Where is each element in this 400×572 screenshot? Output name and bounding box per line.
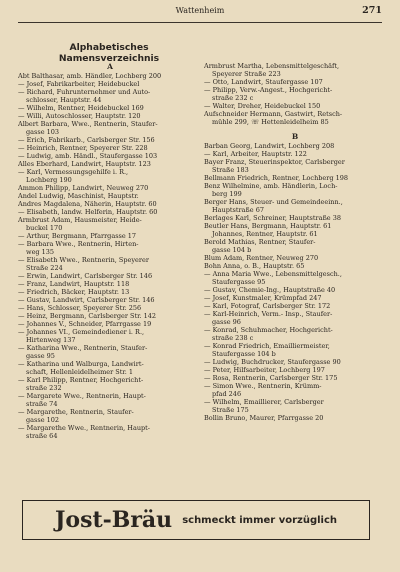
entry-continuation: berg 199 (212, 190, 242, 198)
directory-entry: Bollin Bruno, Maurer, Pfarrgasse 20 (204, 414, 324, 422)
directory-entry: — Willi, Autoschlosser, Hauptstr. 120 (18, 112, 141, 120)
directory-entry: — Konrad, Schuhmacher, Hochgericht- (204, 326, 333, 334)
directory-entry: Abt Balthasar, amb. Händler, Lochberg 200 (18, 72, 162, 80)
directory-entry: Ammon Philipp, Landwirt, Neuweg 270 (18, 184, 149, 192)
page-header (18, 6, 382, 20)
entry-continuation: Staufergasse 95 (212, 278, 266, 286)
ad-brand: Jost-Bräu (54, 507, 173, 533)
entry-continuation: Lochberg 190 (26, 176, 72, 184)
directory-entry: — Karl, Vermessungsgehilfe i. R., (18, 168, 129, 176)
page-number: 271 (362, 5, 382, 16)
entry-continuation: Hauptstraße 67 (212, 206, 264, 214)
directory-entry: Berlages Karl, Schreiner, Hauptstraße 38 (204, 214, 341, 222)
entry-continuation: schaft, Hellenleidelheimer Str. 1 (26, 368, 134, 376)
directory-entry: — Erich, Fabrikarb., Carlsberger Str. 156 (18, 136, 155, 144)
header-rule (18, 22, 382, 23)
directory-entry: — Johannes V., Schneider, Pfarrgasse 19 (18, 320, 152, 328)
entry-continuation: buckel 170 (26, 224, 63, 232)
section-title: Alphabetisches Namensverzeichnis (58, 42, 160, 64)
directory-entry: — Katharina und Walburga, Landwirt- (18, 360, 144, 368)
directory-entry: — Karl-Heinrich, Verm.- Insp., Staufer- (204, 310, 333, 318)
entry-continuation: Speyerer Straße 223 (212, 70, 281, 78)
ad-slogan: schmeckt immer vorzüglich (182, 514, 338, 526)
directory-entry: — Franz, Landwirt, Hauptstr. 118 (18, 280, 130, 288)
directory-entry: Bellmann Friedrich, Rentner, Lochberg 198 (204, 174, 349, 182)
directory-entry: Berger Hans, Steuer- und Gemeindeeinn., (204, 198, 343, 206)
directory-entry: — Gustav, Landwirt, Carlsberger Str. 146 (18, 296, 155, 304)
directory-entry: — Elisabeth Wwe., Rentnerin, Speyerer (18, 256, 149, 264)
directory-entry: Armbrust Martha, Lebensmittelgeschäft, (204, 62, 340, 70)
entry-continuation: mühle 299, ☏ Hettenleidelheim 85 (212, 118, 329, 126)
entry-continuation: straße 64 (26, 432, 58, 440)
entry-continuation: straße 232 c (212, 94, 254, 102)
section-letter: B (291, 132, 299, 141)
entry-continuation: straße 74 (26, 400, 58, 408)
directory-entry: — Otto, Landwirt, Staufergasse 107 (204, 78, 323, 86)
directory-entry: Andel Ludwig, Maschinist, Hauptstr. (18, 192, 139, 200)
directory-entry: — Richard, Fuhrunternehmer und Auto- (18, 88, 151, 96)
directory-entry: — Konrad Friedrich, Emailliermeister, (204, 342, 330, 350)
directory-entry: — Wilhelm, Emaillierer, Carlsberger (204, 398, 324, 406)
directory-entry: — Johannes VI., Gemeindediener i. R., (18, 328, 145, 336)
directory-entry: — Walter, Dreher, Heidebuckel 150 (204, 102, 321, 110)
directory-entry: Armbrust Adam, Hausmeister, Heide- (18, 216, 142, 224)
entry-continuation: straße 238 c (212, 334, 254, 342)
directory-entry: — Arthur, Bergmann, Pfarrgasse 17 (18, 232, 137, 240)
entry-continuation: straße 232 (26, 384, 62, 392)
entry-continuation: pfad 246 (212, 390, 242, 398)
directory-entry: Bohn Anna, o. B., Hauptstr. 65 (204, 262, 305, 270)
directory-entry: Aufschneider Hermann, Gastwirt, Retsch- (204, 110, 343, 118)
directory-entry: — Rosa, Rentnerin, Carlsberger Str. 175 (204, 374, 338, 382)
advertisement-box (22, 500, 370, 540)
directory-entry: — Simon Wwe., Rentnerin, Krümm- (204, 382, 322, 390)
directory-entry: Bayer Franz, Steuerinspektor, Carlsberger (204, 158, 345, 166)
directory-entry: — Josef, Kunstmaler, Krümpfad 247 (204, 294, 322, 302)
directory-entry: — Friedrich, Bäcker, Hauptstr. 13 (18, 288, 130, 296)
section-letter: A (107, 62, 113, 71)
directory-entry: Barban Georg, Landwirt, Lochberg 208 (204, 142, 335, 150)
entry-continuation: Straße 183 (212, 166, 249, 174)
entry-continuation: Staufergasse 104 b (212, 350, 276, 358)
entry-continuation: Johannes, Rentner, Hauptstr. 61 (212, 230, 318, 238)
directory-entry: Blum Adam, Rentner, Neuweg 270 (204, 254, 319, 262)
directory-entry: — Josef, Fabrikarbeiter, Heidebuckel (18, 80, 140, 88)
entry-continuation: Hirtenweg 137 (26, 336, 76, 344)
entry-continuation: weg 135 (26, 248, 55, 256)
directory-entry: — Erwin, Landwirt, Carlsberger Str. 146 (18, 272, 153, 280)
entry-continuation: schlosser, Hauptstr. 44 (26, 96, 102, 104)
directory-entry: — Karl, Arbeiter, Hauptstr. 122 (204, 150, 307, 158)
directory-entry: Albert Barbara, Wwe., Rentnerin, Staufer- (18, 120, 158, 128)
entry-continuation: Straße 175 (212, 406, 249, 414)
entry-continuation: gasse 102 (26, 416, 60, 424)
entry-continuation: gasse 104 b (212, 246, 252, 254)
directory-entry: Alles Eberhard, Landwirt, Hauptstr. 123 (18, 160, 151, 168)
entry-continuation: gasse 96 (212, 318, 241, 326)
directory-entry: — Karl, Fotograf, Carlsberger Str. 172 (204, 302, 331, 310)
directory-entry: — Hans, Schlosser, Speyerer Str. 256 (18, 304, 142, 312)
directory-entry: — Ludwig, amb. Händl., Staufergasse 103 (18, 152, 158, 160)
directory-entry: — Philipp, Verw.-Angest., Hochgericht- (204, 86, 333, 94)
directory-entry: — Elisabeth, landw. Helferin, Hauptstr. 60 (18, 208, 158, 216)
directory-entry: — Anna Maria Wwe., Lebensmittelgesch., (204, 270, 342, 278)
directory-entry: Berold Mathias, Rentner, Staufer- (204, 238, 316, 246)
directory-entry: Andres Magdalena, Näherin, Hauptstr. 60 (18, 200, 157, 208)
left-column (18, 62, 202, 440)
directory-entry: — Gustav, Chemie-Ing., Hauptstraße 40 (204, 286, 336, 294)
directory-entry: Benz Wilhelmine, amb. Händlerin, Loch- (204, 182, 338, 190)
directory-entry: — Katharina Wwe., Rentnerin, Staufer- (18, 344, 148, 352)
directory-entry: — Heinz, Bergmann, Carlsberger Str. 142 (18, 312, 157, 320)
directory-entry: — Ludwig, Buchdrucker, Staufergasse 90 (204, 358, 341, 366)
entry-continuation: gasse 103 (26, 128, 60, 136)
directory-entry: Beutler Hans, Bergmann, Hauptstr. 61 (204, 222, 332, 230)
directory-entry: — Wilhelm, Rentner, Heidebuckel 169 (18, 104, 144, 112)
directory-entry: — Barbara Wwe., Rentnerin, Hirten- (18, 240, 139, 248)
directory-entry: — Margarethe, Rentnerin, Staufer- (18, 408, 134, 416)
directory-entry: — Heinrich, Rentner, Speyerer Str. 228 (18, 144, 148, 152)
directory-entry: — Peter, Hilfsarbeiter, Lochberg 197 (204, 366, 325, 374)
directory-entry: — Karl Philipp, Rentner, Hochgericht- (18, 376, 144, 384)
directory-entry: — Margarethe Wwe., Rentnerin, Haupt- (18, 424, 150, 432)
right-column (204, 62, 386, 422)
directory-entry: — Margarete Wwe., Rentnerin, Haupt- (18, 392, 146, 400)
running-head-place: Wattenheim (175, 6, 225, 15)
entry-continuation: Straße 224 (26, 264, 63, 272)
entry-continuation: gasse 95 (26, 352, 55, 360)
